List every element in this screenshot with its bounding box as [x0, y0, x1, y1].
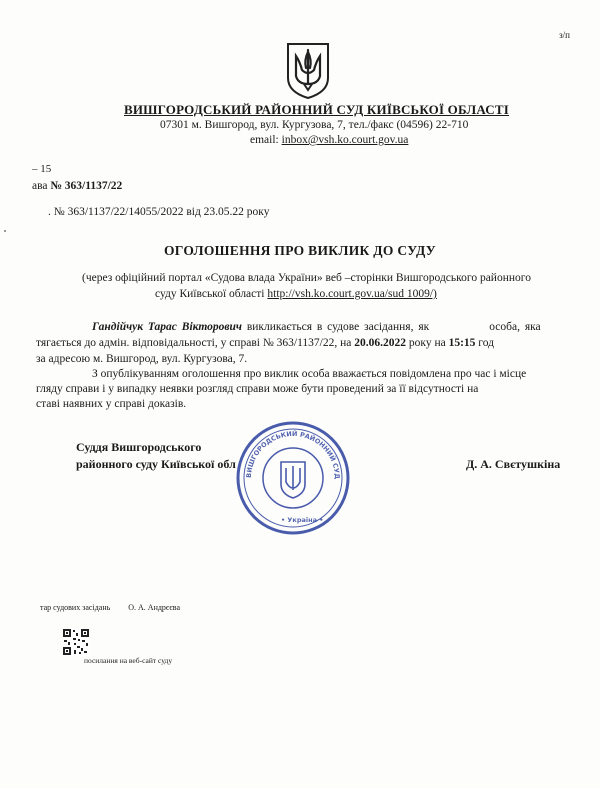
email-label: email: [250, 134, 282, 146]
svg-text:ВИШГОРОДСЬКИЙ РАЙОННИЙ СУД: ВИШГОРОДСЬКИЙ РАЙОННИЙ СУД [244, 429, 342, 480]
corner-mark: з/п [559, 30, 570, 40]
court-address: 07301 м. Вишгород, вул. Кургузова, 7, тел./факс (04596) 22-710 [160, 119, 469, 131]
summons-text-tail: особа, яка [489, 321, 541, 333]
summoned-person-name: Гандійчук Тарас Вікторович [92, 321, 242, 333]
court-seal-stamp-icon [233, 418, 353, 538]
reference-line-2 [32, 180, 122, 192]
judge-name: Д. А. Свєтушкіна [466, 457, 561, 471]
case-number: № 363/1137/22 [50, 180, 123, 192]
notice-paragraph-line-3: за адресою м. Вишгород, вул. Кургузова, 7. [36, 353, 248, 365]
secretary-name: О. А. Андрєєва [128, 603, 181, 612]
hearing-date: 20.06.2022 [354, 337, 407, 349]
court-secretary-line [40, 603, 180, 612]
subtitle-prefix: суду Київської області [155, 288, 268, 300]
notice-title: ОГОЛОШЕННЯ ПРО ВИКЛИК ДО СУДУ [164, 243, 436, 258]
reference-prefix: ава [32, 180, 51, 192]
summons-text: викликається в судове засідання, як [241, 321, 430, 333]
case-text-suffix: год [475, 337, 494, 349]
notice-paragraph-line-5: гляду справи і у випадку неявки розгляд справи може бути проведений за її відсутності на [36, 383, 479, 395]
court-email-link[interactable]: inbox@vsh.ko.court.gov.ua [281, 134, 409, 146]
qr-code-caption: посилання на веб-сайт суду [84, 656, 173, 665]
notice-subtitle-line-2 [155, 288, 437, 300]
case-text: тягається до адмін. відповідальності, у справі № 363/1137/22, на [36, 337, 355, 349]
judge-title-line-2: районного суду Київської обл [76, 457, 236, 471]
hearing-time: 15:15 [448, 337, 476, 349]
secretary-label: тар судових засідань [40, 603, 111, 612]
court-name: ВИШГОРОДСЬКИЙ РАЙОННИЙ СУД КИЇВСЬКОЇ ОБЛАСТІ [124, 102, 510, 117]
case-text-mid: року на [406, 337, 449, 349]
notice-paragraph-line-1 [92, 321, 541, 333]
trident-coat-of-arms-icon [284, 40, 332, 100]
svg-text:• Україна •: • Україна • [281, 516, 324, 524]
reference-line-1: – 15 [32, 163, 52, 175]
reference-line-3: . № 363/1137/22/14055/2022 від 23.05.22 року [48, 206, 270, 218]
notice-paragraph-line-2 [36, 337, 494, 349]
court-email-line [250, 134, 408, 146]
notice-subtitle-line-1: (через офіційний портал «Судова влада України» веб –сторінки Вишгородського районного [82, 272, 531, 284]
scan-artifact [4, 230, 6, 232]
notice-paragraph-line-4: З опублікуванням оголошення про виклик особа вважається повідомлена про час і місце [92, 368, 527, 380]
judge-title-line-1: Суддя Вишгородського [76, 440, 202, 454]
qr-code-icon[interactable] [62, 628, 90, 656]
court-website-link[interactable]: http://vsh.ko.court.gov.ua/sud 1009/) [267, 288, 437, 300]
notice-paragraph-line-6: ставі наявних у справі доказів. [36, 398, 187, 410]
